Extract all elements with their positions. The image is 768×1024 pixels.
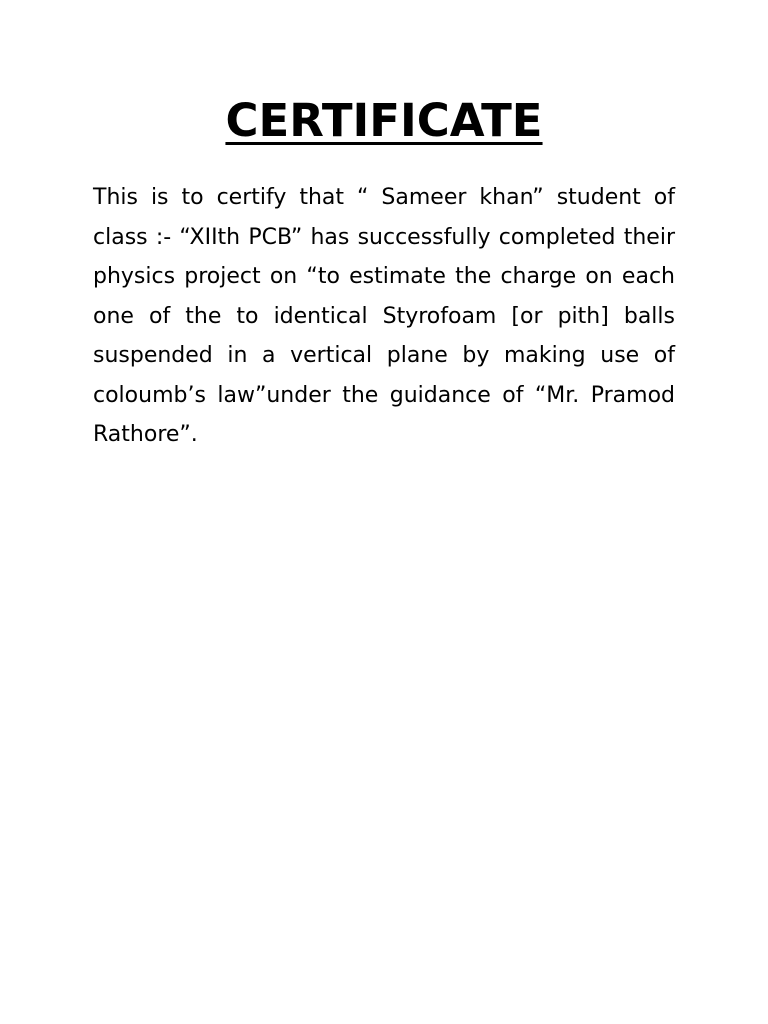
certificate-title-heading — [0, 88, 768, 154]
certificate-body-text: This is to certify that “ Sameer khan” student of class :- “XIIth PCB” has successfully completed their physics project on “to estimate the charge on each one of the to identical Styrofoam [or pith] balls suspended in a vertical plane by making use of coloumb’s law”under the guidance of “Mr. Pramod Rathore”. — [93, 185, 675, 447]
certificate-title: CERTIFICATE — [225, 94, 543, 147]
